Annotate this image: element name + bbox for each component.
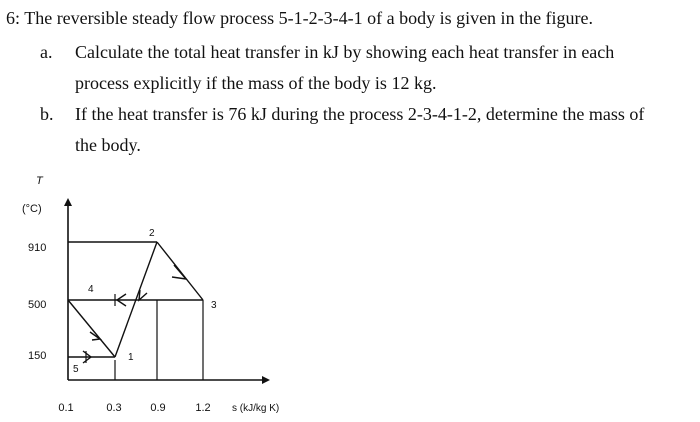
direction-arrow-2-3 [172,265,186,279]
x-axis-label: s (kJ/kg K) [232,403,280,414]
state-label-3: 3 [211,300,217,311]
y-tick-label: 150 [28,350,47,362]
x-tick-label: 1.2 [195,402,211,414]
process-4-1 [68,300,115,357]
state-label-5: 5 [73,364,79,375]
y-axis-unit: (°C) [22,203,42,215]
part-b-label: b. [40,104,54,124]
part-b-line-1: If the heat transfer is 76 kJ during the process 2-3-4-1-2, determine the mass of [75,104,645,124]
ts-diagram [0,160,320,422]
part-a-line-2: process explicitly if the mass of the body is 12 kg. [75,73,437,93]
x-tick-label: 0.1 [58,402,74,414]
y-tick-label: 500 [28,299,47,311]
state-label-4: 4 [88,284,94,295]
problem-number: 6: [6,8,21,28]
state-label-2: 2 [149,228,155,239]
x-tick-label: 0.9 [150,402,166,414]
x-tick-label: 0.3 [106,402,122,414]
state-label-1: 1 [128,352,134,363]
y-axis-label: T [36,175,43,187]
part-a-label: a. [40,42,53,62]
part-b-line-2: the body. [75,135,141,155]
part-a-line-1: Calculate the total heat transfer in kJ by showing each heat transfer in each [75,42,615,62]
problem-statement [6,7,593,29]
y-tick-label: 910 [28,242,47,254]
direction-arrow-1-2 [139,290,147,300]
problem-text: The reversible steady flow process 5-1-2-3-4-1 of a body is given in the figure. [24,8,594,28]
